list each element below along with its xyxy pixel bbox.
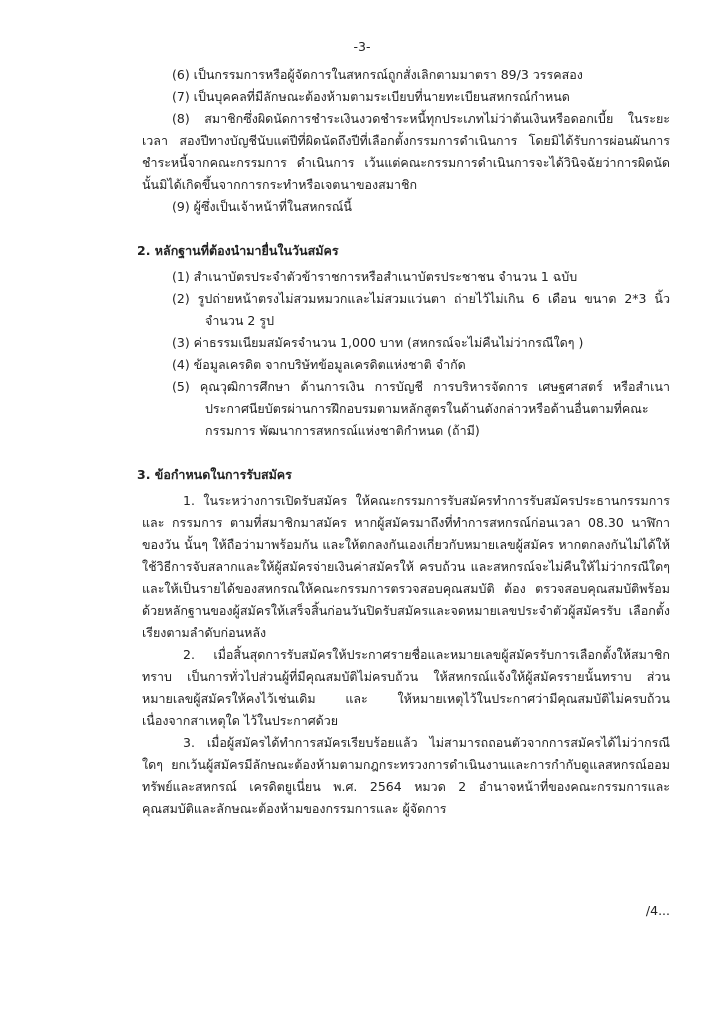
rule-paragraph-1	[142, 490, 670, 644]
rule-paragraph-3	[142, 732, 670, 820]
eligibility-item-cont: สองปีทางบัญชีนับแต่ปีที่ผิดนัดถึงปีที่เลือกตั้งกรรมการดำเนินการ โดยมิได้รับการผ่อนผันการชำระหนี้จากคณะกรรมการ	[142, 133, 670, 170]
rule-paragraph-2	[142, 644, 670, 732]
document-item: (3) ค่าธรรมเนียมสมัครจำนวน 1,000 บาท (สหกรณ์จะไม่คืนไม่ว่ากรณีใดๆ )	[172, 335, 584, 350]
eligibility-item: (6) เป็นกรรมการหรือผู้จัดการในสหกรณ์ถูกสั่งเลิกตามมาตรา 89/3 วรรคสอง	[172, 67, 583, 82]
eligibility-item: (7) เป็นบุคคลที่มีลักษณะต้องห้ามตามระเบียบที่นายทะเบียนสหกรณ์กำหนด	[172, 89, 570, 104]
rule-line: เครดิตยูเนี่ยน พ.ศ. 2564 หมวด 2 อำนาจหน้าที่ของคณะกรรมการและคุณสมบัติและลักษณะต้องห้ามของกรรมการและ	[142, 779, 670, 816]
rule-line: 2. เมื่อสิ้นสุดการรับสมัครให้ประกาศรายชื่อและหมายเลขผู้สมัครรับการเลือกตั้งให้สมาชิกทราบ	[142, 647, 670, 684]
section-2-heading: 2. หลักฐานที่ต้องนำมายื่นในวันสมัคร	[137, 243, 339, 258]
eligibility-item-cont: ดำเนินการ เว้นแต่คณะกรรมการดำเนินการจะได้วินิจฉัยว่าการผิดนัดนั้นมิได้เกิดขึ้นจากการกระทำหรือเจตนาของสมาชิก	[142, 155, 670, 192]
rule-line: เลือกตั้งเรียงตามลำดับก่อนหลัง	[142, 603, 670, 640]
rule-line: และให้ตกลงกันเองเกี่ยวกับหมายเลขผู้สมัคร หากตกลงกันไม่ได้ให้ใช้วิธีการจับสลากและให้ผู้สมัครจ่ายเงินค่าสมัครให้	[142, 537, 670, 574]
document-item	[142, 288, 670, 332]
page-number: -3-	[353, 39, 371, 54]
document-item-cont: จำนวน 2 รูป	[205, 313, 275, 328]
document-item-text: (5) คุณวุฒิการศึกษา ด้านการเงิน การบัญชี การบริหารจัดการ เศษฐศาสตร์ หรือสำเนา	[172, 379, 670, 394]
document-item-text: (2) รูปถ่ายหน้าตรงไม่สวมหมวกและไม่สวมแว่นตา ถ่ายไว้ไม่เกิน 6 เดือน ขนาด 2*3 นิ้ว	[172, 291, 670, 306]
eligibility-item-8	[142, 108, 670, 196]
section-3-heading: 3. ข้อกำหนดในการรับสมัคร	[137, 467, 292, 482]
document-item: (4) ข้อมูลเครดิต จากบริษัทข้อมูลเครดิตแห่งชาติ จำกัด	[172, 357, 466, 372]
rule-line: ยกเว้นผู้สมัครมีลักษณะต้องห้ามตามกฎกระทรวงการดำเนินงานและการกำกับดูแลสหกรณ์ออมทรัพย์และสหกรณ์	[142, 757, 670, 794]
eligibility-item: (9) ผู้ซึ่งเป็นเจ้าหน้าที่ในสหกรณ์นี้	[172, 199, 352, 214]
rule-line: กรรมการ ตามที่สมาชิกมาสมัคร หากผู้สมัครมาถึงที่ทำการสหกรณ์ก่อนเวลา 08.30 นาฬิกาของวัน นั้นๆ ให้ถือว่ามาพร้อมกัน	[142, 515, 670, 552]
rule-line: 1. ในระหว่างการเปิดรับสมัคร ให้คณะกรรมการรับสมัครทำการรับสมัครประธานกรรมการ และ	[142, 493, 670, 530]
eligibility-item-text: (8) สมาชิกซึ่งผิดนัดการชำระเงินงวดชำระหนี้ทุกประเภทไม่ว่าต้นเงินหรือดอกเบี้ย ในระยะเวลา	[142, 111, 670, 148]
rule-line: เป็นการทั่วไปส่วนผู้ที่มีคุณสมบัติไม่ครบถ้วน ให้สหกรณ์แจ้งให้ผู้สมัครรายนั้นทราบ ส่วนหมายเลขผู้สมัครให้คงไว้เช่นเดิม และ	[142, 669, 670, 706]
document-item: (1) สำเนาบัตรประจำตัวข้าราชการหรือสำเนาบัตรประชาชน จำนวน 1 ฉบับ	[172, 269, 578, 284]
document-item	[142, 376, 670, 442]
rule-line: ผู้จัดการ	[402, 801, 447, 816]
document-item-cont: ประกาศนียบัตรผ่านการฝึกอบรมตามหลักสูตรในด้านดังกล่าวหรือด้านอื่นตามที่คณะกรรมการ	[205, 401, 649, 438]
rule-line: 3. เมื่อผู้สมัครได้ทำการสมัครเรียบร้อยแล้ว ไม่สามารถถอนตัวจากการสมัครได้ไม่ว่ากรณีใดๆ	[142, 735, 670, 772]
rule-line: ครบถ้วน และสหกรณ์จะไม่คืนให้ไม่ว่ากรณีใดๆ และให้เป็นรายได้ของสหกรณให้คณะกรรมการตรวจสอบคุณสมบัติ ต้อง	[142, 559, 670, 596]
rule-line: ให้หมายเหตุไว้ในประกาศว่ามีคุณสมบัติไม่ครบถ้วน เนื่องจากสาเหตุใด ไว้ในประกาศด้วย	[142, 691, 670, 728]
rule-line: ตรวจสอบคุณสมบัติพร้อมด้วยหลักฐานของผู้สมัครให้เสร็จสิ้นก่อนวันปิดรับสมัครและจดหมายเลขประจำตัวผู้สมัครรับ	[142, 581, 670, 618]
next-page-marker: /4...	[645, 903, 670, 918]
document-item-cont: พัฒนาการสหกรณ์แห่งชาติกำหนด (ถ้ามี)	[259, 423, 480, 438]
